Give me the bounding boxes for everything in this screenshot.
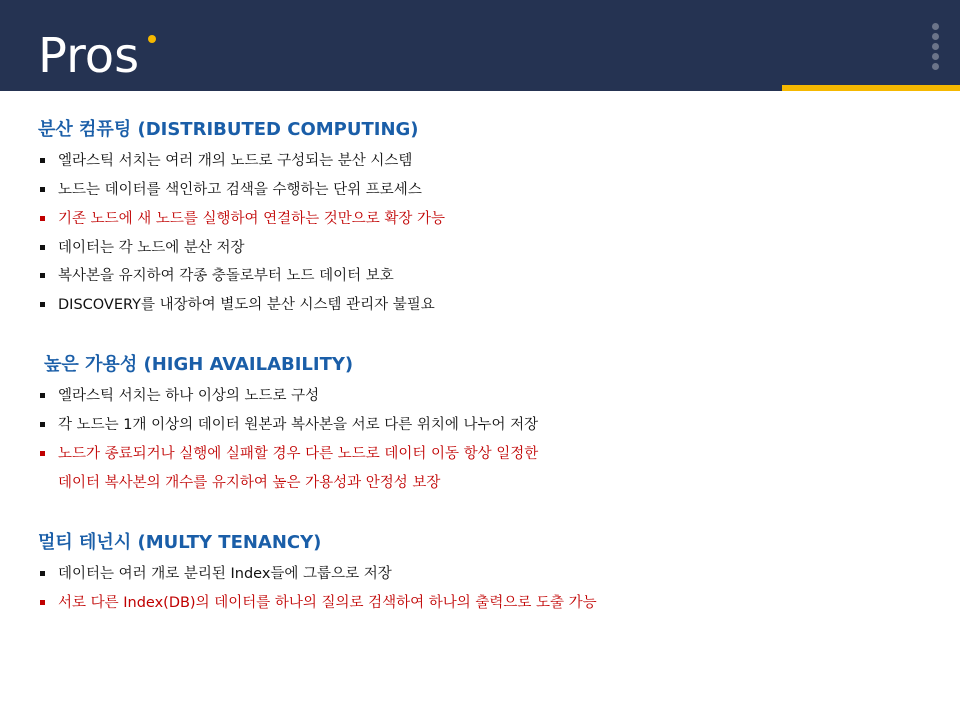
title-dot-decoration	[148, 35, 156, 43]
bullet-icon	[40, 600, 45, 605]
bullet-icon	[40, 571, 45, 576]
vertical-dots-icon	[932, 23, 940, 73]
bullet-icon	[40, 302, 45, 307]
section-heading: 멀티 테넌시 (MULTY TENANCY)	[38, 532, 322, 553]
bullet-icon	[40, 187, 45, 192]
bullet-icon	[40, 216, 45, 221]
section-heading: 분산 컴퓨팅 (DISTRIBUTED COMPUTING)	[38, 119, 419, 140]
bullet-icon	[40, 273, 45, 278]
bullet-icon	[40, 451, 45, 456]
bullet-icon	[40, 245, 45, 250]
slide-header	[0, 0, 960, 91]
bullet-icon	[40, 393, 45, 398]
bullet-icon	[40, 158, 45, 163]
section-heading: 높은 가용성 (HIGH AVAILABILITY)	[44, 354, 354, 375]
bullet-icon	[40, 422, 45, 427]
slide-title: Pros	[38, 28, 140, 84]
header-accent-bar	[782, 85, 960, 91]
